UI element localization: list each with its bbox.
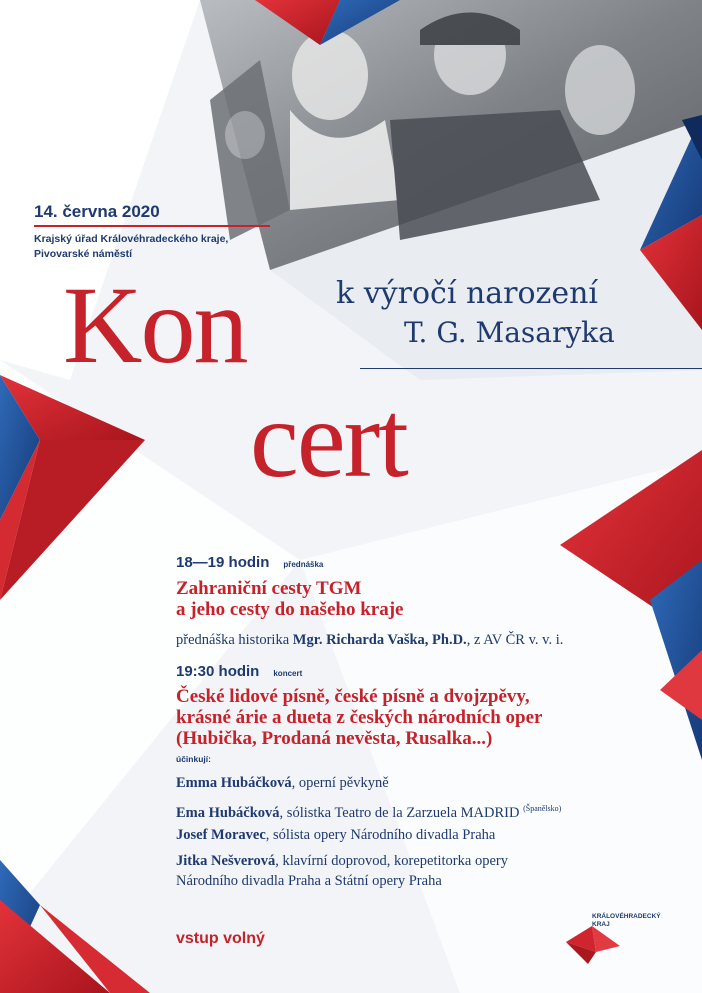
program-tag: přednáška	[283, 560, 324, 569]
event-venue	[34, 232, 228, 262]
venue-line-2: Pivovarské náměstí	[34, 248, 133, 260]
performer-row	[176, 851, 508, 891]
program-time	[176, 663, 542, 680]
program-title-line: (Hubička, Prodaná nevěsta, Rusalka...)	[176, 728, 493, 749]
program-title	[176, 578, 563, 620]
logo-line-1: KRÁLOVÉHRADECKÝ	[592, 913, 661, 920]
event-date: 14. června 2020	[34, 202, 160, 221]
performer-name: Josef Moravec	[176, 827, 266, 843]
performer-name: Ema Hubáčková	[176, 804, 280, 821]
detail-suffix: , z AV ČR v. v. i.	[466, 632, 564, 648]
program-title-line: České lidové písně, české písně a dvojzpěvy,	[176, 686, 530, 707]
subtitle-rule	[360, 368, 702, 369]
time-text: 19:30 hodin	[176, 663, 260, 680]
subtitle-line-1: k výročí narození	[336, 276, 599, 311]
admission-text: vstup volný	[176, 930, 265, 947]
program-title	[176, 686, 542, 749]
performer-role: , klavírní doprovod, korepetitorka opery	[275, 853, 508, 869]
program-item-lecture	[176, 554, 563, 650]
program-title-line: Zahraniční cesty TGM	[176, 578, 362, 599]
performer-role-line-2: Národního divadla Praha a Státní opery Praha	[176, 873, 442, 889]
lecturer-name: Mgr. Richarda Vaška, Ph.D.	[292, 632, 467, 648]
logo-line-2: KRAJ	[592, 921, 610, 928]
performers-label: účinkují:	[176, 754, 211, 764]
detail-prefix: přednáška historika	[176, 632, 293, 648]
title-part-1: Kon	[63, 264, 247, 386]
performer-name: Emma Hubáčková	[176, 775, 292, 791]
performer-row	[176, 773, 389, 793]
subtitle-line-2: T. G. Masaryka	[404, 316, 615, 349]
performer-role: , sólistka Teatro de la Zarzuela MADRID	[279, 804, 520, 821]
performer-note: (Španělsko)	[523, 804, 562, 813]
performer-name: Jitka Nešverová	[176, 853, 276, 869]
time-text: 18—19 hodin	[176, 554, 270, 571]
performer-role: , sólista opery Národního divadla Praha	[265, 827, 496, 843]
performer-row	[176, 799, 561, 823]
title-part-2: cert	[250, 378, 407, 500]
program-tag: koncert	[273, 669, 303, 678]
program-item-concert	[176, 663, 542, 749]
red-facet-bottom-left	[0, 900, 110, 993]
venue-line-1: Krajský úřad Královéhradeckého kraje,	[34, 233, 229, 245]
region-logo-text	[592, 913, 661, 929]
program-title-line: a jeho cesty do našeho kraje	[176, 599, 404, 620]
date-underline	[34, 225, 270, 227]
program-detail	[176, 630, 563, 650]
program-title-line: krásné árie a dueta z českých národních oper	[176, 707, 543, 728]
performer-row	[176, 825, 495, 845]
performer-role: , operní pěvkyně	[291, 775, 389, 791]
program-time	[176, 554, 563, 571]
